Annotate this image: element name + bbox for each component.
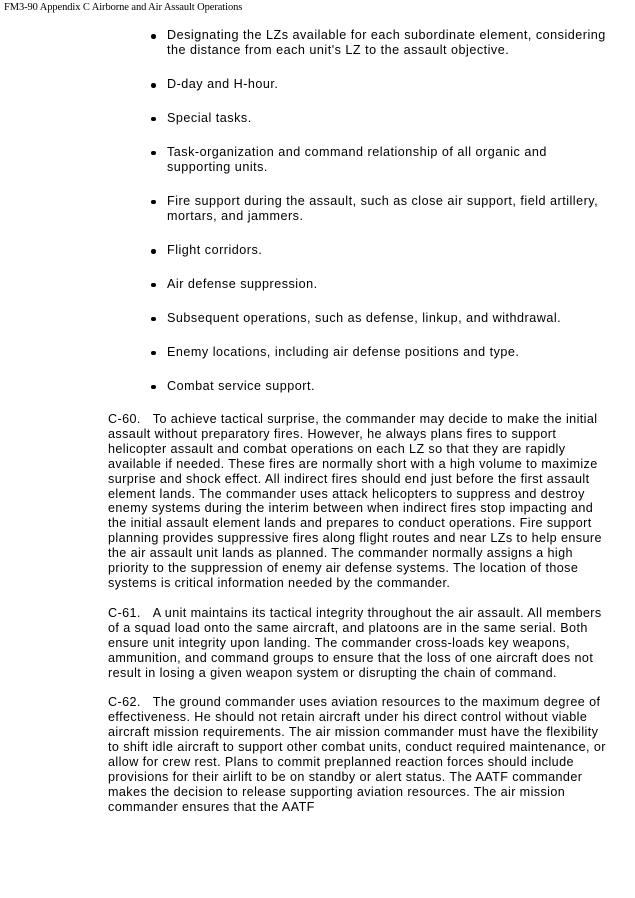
bullet-icon bbox=[151, 351, 156, 356]
bullet-item bbox=[150, 311, 610, 326]
bullet-text: Air defense suppression. bbox=[167, 276, 318, 291]
bullet-icon bbox=[151, 317, 156, 322]
paragraph-text: To achieve tactical surprise, the commander may decide to make the initial assault without preparatory fires. However, he always plans fires to support helicopter assault and combat operations on each LZ so that they are rapidly available if needed. These fires are normally short with a high volume to maximize surprise and shock effect. All indirect fires should end just before the first assault element lands. The commander uses attack helicopters to suppress and destroy enemy systems during the interim between when indirect fires stop impacting and the initial assault element lands and prepares to conduct operations. Fire support planning provides suppressive fires along flight routes and near LZs to help ensure the air assault unit lands as planned. The commander normally assigns a high priority to the suppression of enemy air defense systems. The location of those systems is critical information needed by the commander. bbox=[108, 412, 602, 590]
paragraph-number: C-62. bbox=[108, 695, 141, 710]
bullet-list bbox=[150, 28, 610, 413]
bullet-item bbox=[150, 111, 610, 126]
bullet-text: Designating the LZs available for each subordinate element, considering the distance from each unit's LZ to the assault objective. bbox=[167, 28, 606, 58]
paragraph-c-62 bbox=[108, 695, 608, 814]
bullet-icon bbox=[151, 200, 156, 205]
bullet-item bbox=[150, 243, 610, 258]
paragraph-text: A unit maintains its tactical integrity throughout the air assault. All members of a squad load onto the same aircraft, and platoons are in the same serial. Both ensure unit integrity upon landing. The commander cross-loads key weapons, ammunition, and command groups to ensure that the loss of one aircraft does not result in losing a given weapon system or disrupting the chain of command. bbox=[108, 605, 602, 680]
bullet-text: Task-organization and command relationship of all organic and supporting units. bbox=[167, 144, 547, 175]
bullet-item bbox=[150, 28, 610, 58]
paragraph-number: C-61. bbox=[108, 605, 141, 620]
paragraph-number: C-60. bbox=[108, 412, 141, 426]
bullet-icon bbox=[151, 151, 156, 156]
bullet-icon bbox=[151, 249, 156, 254]
bullet-item bbox=[150, 145, 610, 175]
bullet-icon bbox=[151, 283, 156, 288]
bullet-item bbox=[150, 379, 610, 394]
bullet-item bbox=[150, 194, 610, 224]
bullet-item bbox=[150, 277, 610, 292]
bullet-icon bbox=[151, 385, 156, 390]
bullet-item bbox=[150, 345, 610, 360]
bullet-icon bbox=[151, 83, 156, 88]
paragraph-text: The ground commander uses aviation resources to the maximum degree of effectiveness. He should not retain aircraft under his direct control without viable aircraft mission requirements. The air mission commander must have the flexibility to shift idle aircraft to support other combat units, conduct required maintenance, or allow for crew rest. Plans to commit preplanned reaction forces should include provisions for their airlift to be on standby or alert status. The AATF commander makes the decision to release supporting aviation resources. The air mission commander ensures that the AATF bbox=[108, 695, 606, 814]
bullet-text: Fire support during the assault, such as close air support, field artillery, mortars, and jammers. bbox=[167, 193, 599, 224]
bullet-text: Flight corridors. bbox=[167, 243, 263, 258]
bullet-item bbox=[150, 77, 610, 92]
paragraph-c-60 bbox=[108, 412, 608, 591]
running-header: FM3-90 Appendix C Airborne and Air Assault Operations bbox=[4, 2, 243, 13]
bullet-icon bbox=[151, 34, 156, 39]
bullet-icon bbox=[151, 117, 156, 122]
bullet-text: Enemy locations, including air defense positions and type. bbox=[167, 344, 520, 359]
bullet-text: Subsequent operations, such as defense, linkup, and withdrawal. bbox=[167, 310, 562, 325]
paragraph-c-61 bbox=[108, 606, 608, 681]
bullet-text: D-day and H-hour. bbox=[167, 77, 279, 92]
bullet-text: Combat service support. bbox=[167, 378, 315, 393]
body-paragraphs bbox=[108, 412, 608, 830]
bullet-text: Special tasks. bbox=[167, 110, 252, 125]
